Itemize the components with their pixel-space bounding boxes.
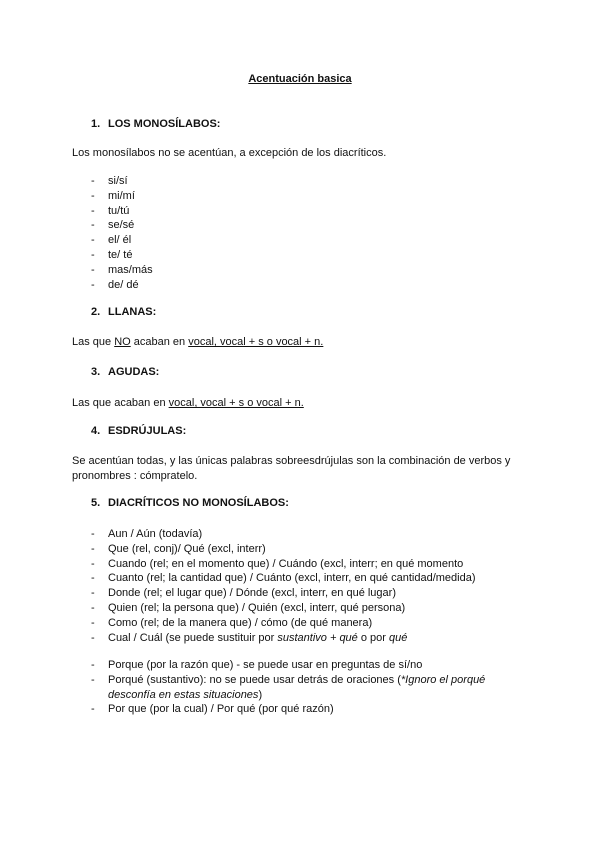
section-4-title: ESDRÚJULAS: [108, 425, 187, 437]
italic-text: *Ignoro el porqué desconfía en estas situaciones [108, 673, 486, 701]
section-1-number: 1. [91, 118, 101, 130]
list-item: - de/ dé [91, 278, 531, 293]
section-1-heading [91, 118, 220, 130]
list-item: - mas/más [91, 263, 531, 278]
monosyllable-list [91, 174, 531, 292]
list-item: - Por que (por la cual) / Por qué (por qué razón) [91, 702, 531, 717]
section-3-title: AGUDAS: [108, 366, 160, 378]
list-item: - Cuanto (rel; la cantidad que) / Cuánto (excl, interr, en qué cantidad/medida) [91, 571, 531, 586]
list-item: - mi/mí [91, 189, 531, 204]
section-5-number: 5. [91, 497, 101, 509]
text: Porqué (sustantivo): no se puede usar detrás de oraciones ( [108, 673, 401, 686]
list-item: - Porque (por la razón que) - se puede usar en preguntas de sí/no [91, 658, 531, 673]
list-item: - Que (rel, conj)/ Qué (excl, interr) [91, 542, 531, 557]
list-item: - Como (rel; de la manera que) / cómo (de qué manera) [91, 616, 531, 631]
list-item: - Aun / Aún (todavía) [91, 527, 531, 542]
section-1-title: LOS MONOSÍLABOS: [108, 118, 221, 130]
section-3-text [72, 396, 532, 411]
underlined-rule: vocal, vocal + s o vocal + n. [168, 397, 304, 409]
list-item: - se/sé [91, 218, 531, 233]
section-2-text [72, 335, 532, 350]
section-3-number: 3. [91, 366, 101, 378]
section-5-title: DIACRÍTICOS NO MONOSÍLABOS: [108, 497, 289, 509]
section-2-number: 2. [91, 306, 101, 318]
document-title: Acentuación basica [248, 73, 352, 85]
section-4-heading [91, 425, 186, 437]
italic-text: qué [388, 631, 408, 644]
underlined-rule: vocal, vocal + s o vocal + n. [188, 336, 324, 348]
list-item: - Cuando (rel; en el momento que) / Cuándo (excl, interr; en qué momento [91, 557, 531, 572]
list-item: - el/ él [91, 233, 531, 248]
list-item: - te/ té [91, 248, 531, 263]
italic-text: sustantivo + qué [277, 631, 358, 644]
section-4-text: Se acentúan todas, y las únicas palabras sobreesdrújulas son la combinación de verbos y pronombres : cómpratelo. [72, 455, 511, 482]
text: Las que [72, 336, 115, 348]
text: Las que acaban en [72, 397, 169, 409]
list-item: - Donde (rel; el lugar que) / Dónde (excl, interr, en qué lugar) [91, 586, 531, 601]
text: Cual / Cuál (se puede sustituir por [108, 631, 278, 644]
text: ) [258, 688, 263, 701]
text: o por [357, 631, 389, 644]
text: acaban en [130, 336, 189, 348]
diacritic-list [91, 527, 531, 645]
list-item: - si/sí [91, 174, 531, 189]
section-5-heading [91, 497, 289, 509]
underlined-no: NO [114, 336, 131, 348]
list-item: - Quien (rel; la persona que) / Quién (excl, interr, qué persona) [91, 601, 531, 616]
porque-list [91, 658, 531, 717]
list-item [91, 673, 531, 703]
list-item [91, 631, 531, 646]
section-2-title: LLANAS: [108, 306, 157, 318]
list-item: - tu/tú [91, 204, 531, 219]
section-3-heading [91, 366, 159, 378]
section-2-heading [91, 306, 156, 318]
section-1-intro: Los monosílabos no se acentúan, a excepción de los diacríticos. [72, 147, 387, 159]
section-4-number: 4. [91, 425, 101, 437]
